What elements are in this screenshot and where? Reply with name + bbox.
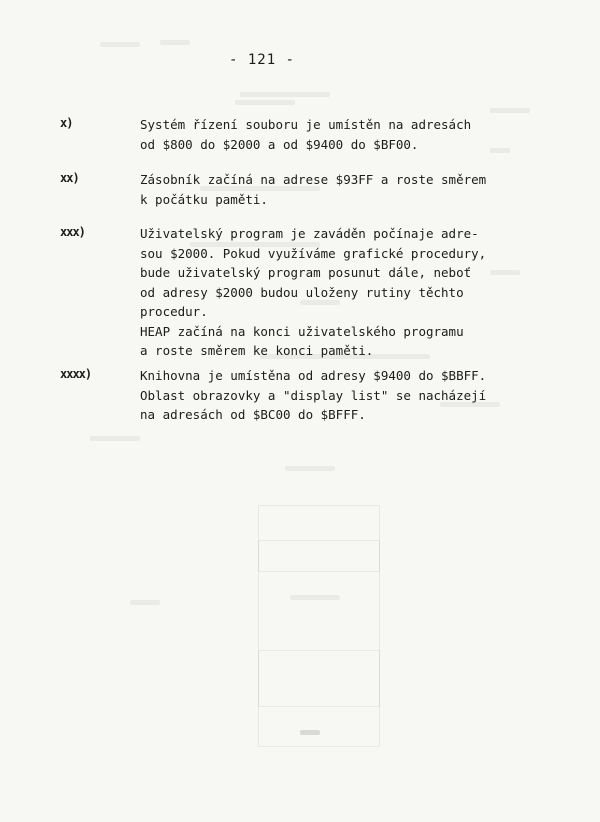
text-line: Oblast obrazovky a "display list" se nacházejí — [140, 387, 487, 403]
paragraph-library — [140, 366, 485, 425]
text-line: HEAP začíná na konci uživatelského programu — [140, 323, 464, 339]
text-line: od adresy $2000 budou uloženy rutiny těchto — [140, 284, 464, 300]
text-line: Systém řízení souboru je umístěn na adresách — [140, 117, 472, 132]
text-line: k počátku paměti. — [140, 191, 268, 207]
text-line: Knihovna je umístěna od adresy $9400 do $BBFF. — [140, 368, 487, 383]
text-line: procedur. — [140, 304, 208, 319]
paragraph-stack — [140, 170, 485, 209]
footnote-marker-2: xx) — [60, 171, 79, 185]
footnote-marker-3: xxx) — [60, 225, 85, 239]
footnote-marker-4: xxxx) — [60, 367, 92, 381]
text-line: Zásobník začíná na adrese $93FF a roste směrem — [140, 172, 487, 187]
text-line: sou $2000. Pokud využíváme grafické procedury, — [140, 245, 487, 261]
text-line: Uživatelský program je zaváděn počínaje adre- — [140, 226, 479, 241]
text-line: od $800 do $2000 a od $9400 do $BF00. — [140, 136, 419, 152]
text-line: na adresách od $BC00 do $BFFF. — [140, 407, 366, 422]
paragraph-file-system — [140, 115, 485, 154]
text-line: a roste směrem ke konci paměti. — [140, 343, 374, 358]
footnote-marker-1: x) — [60, 116, 73, 130]
text-line: bude uživatelský program posunut dále, neboť — [140, 265, 472, 280]
paragraph-user-program — [140, 224, 485, 361]
page-number: - 121 - — [228, 52, 295, 68]
